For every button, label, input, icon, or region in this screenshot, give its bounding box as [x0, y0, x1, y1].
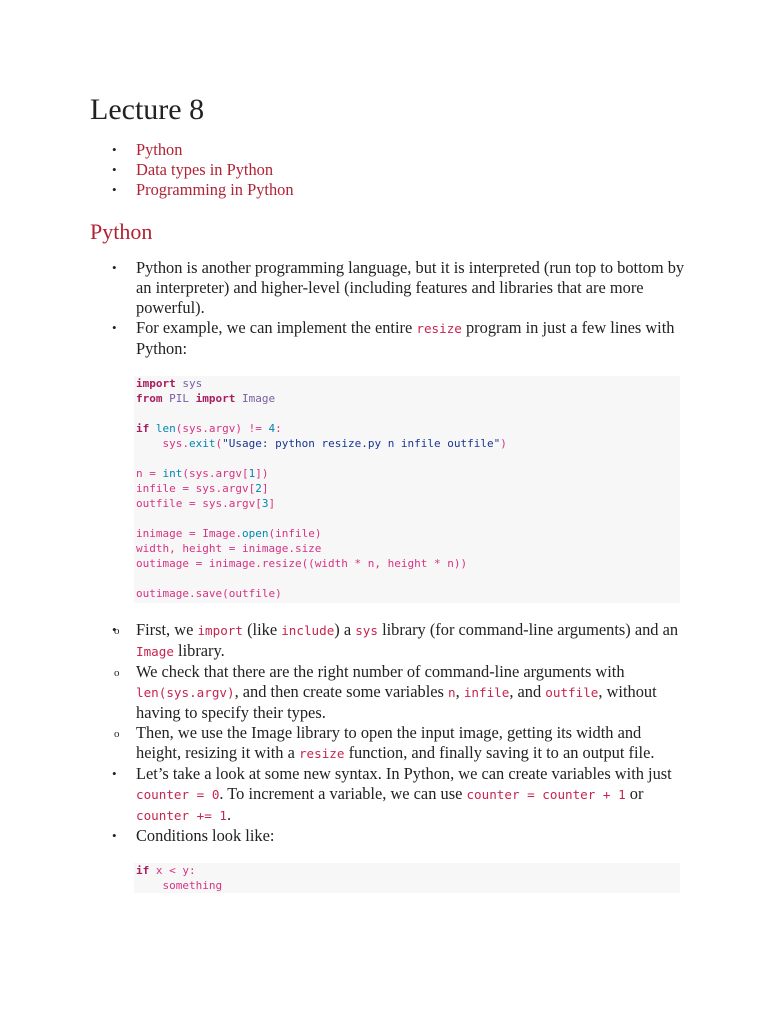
- code-whitespace: [136, 437, 163, 450]
- code-function: len: [155, 422, 176, 435]
- text-span: ) a: [334, 620, 356, 639]
- list-item: • Python is another programming language, but it is interpreted (run top to bottom by an interpreter) and higher-level (including features and libraries that are more powerful).: [90, 258, 690, 318]
- code-block-condition: [134, 863, 680, 893]
- code-block-resize: [134, 376, 680, 603]
- code-line: [136, 541, 680, 556]
- nested-list-container: [90, 620, 690, 764]
- code-line: [136, 436, 680, 451]
- text-span: Then, we use the Image library to open the input image, getting its width and height, resizing it with a: [136, 723, 642, 762]
- toc-item[interactable]: [90, 160, 690, 180]
- inline-code: sys: [355, 623, 378, 638]
- toc-item[interactable]: [90, 180, 690, 200]
- code-whitespace: [149, 864, 156, 877]
- code-line: [136, 571, 680, 586]
- code-text: width, height = inimage.size: [136, 542, 322, 555]
- inline-code: n: [448, 685, 456, 700]
- code-line: [136, 511, 680, 526]
- code-number: 2: [255, 482, 262, 495]
- code-text: ]): [255, 467, 269, 480]
- code-keyword: from: [136, 392, 163, 405]
- text-span: library.: [173, 641, 225, 660]
- code-text: something: [162, 879, 223, 892]
- code-text: (sys.argv) !=: [175, 422, 269, 435]
- code-function: int: [162, 467, 183, 480]
- code-line: [136, 466, 680, 481]
- text-span: .: [227, 805, 232, 824]
- code-line: [136, 376, 680, 391]
- code-text: :: [275, 422, 282, 435]
- code-text: ]: [268, 497, 276, 510]
- text-span: ,: [455, 682, 464, 701]
- code-line: [136, 863, 680, 878]
- code-keyword: import: [136, 377, 176, 390]
- code-text: inimage = Image.: [136, 527, 242, 540]
- code-number: 4: [268, 422, 276, 435]
- inline-code: outfile: [545, 685, 599, 700]
- code-text: ]: [261, 482, 269, 495]
- text-span: , and: [509, 682, 546, 701]
- text-span: , and then create some variables: [234, 682, 449, 701]
- code-function: open: [241, 527, 269, 540]
- sub-list-item: [46, 662, 690, 723]
- inline-code: include: [281, 623, 335, 638]
- text-span: , without having to specify their types.: [136, 682, 657, 722]
- toc-link-programming[interactable]: Programming in Python: [136, 180, 294, 199]
- page-title: Lecture 8: [90, 93, 205, 126]
- intro-list: [90, 258, 690, 359]
- inline-code: len(sys.argv): [136, 685, 235, 700]
- text-span: Let’s take a look at some new syntax. In Python, we can create variables with just: [136, 764, 672, 783]
- inline-code: infile: [463, 685, 510, 700]
- text-span: For example, we can implement the entire: [136, 318, 417, 337]
- text-span: function, and finally saving it to an output file.: [344, 743, 655, 762]
- explanation-list: [90, 620, 690, 846]
- code-line: [136, 451, 680, 466]
- list-item: [90, 764, 690, 826]
- document-page: [90, 92, 690, 893]
- section-heading: [90, 218, 690, 246]
- code-text: (sys.argv[: [182, 467, 249, 480]
- code-number: 1: [248, 467, 256, 480]
- code-string: "Usage: python resize.py n infile outfile": [222, 437, 501, 450]
- list-item: [90, 318, 690, 359]
- code-keyword: if: [136, 422, 150, 435]
- code-text: n =: [136, 467, 163, 480]
- text-span: or: [625, 784, 644, 803]
- code-text: ): [500, 437, 507, 450]
- sub-list-item: [46, 620, 690, 662]
- code-text: outfile = sys.argv[: [136, 497, 262, 510]
- code-line: [136, 878, 680, 893]
- toc-item[interactable]: [90, 140, 690, 160]
- code-whitespace: [136, 879, 163, 892]
- code-text: outimage.save(outfile): [136, 587, 282, 600]
- code-line: [136, 481, 680, 496]
- code-text: (infile): [268, 527, 322, 540]
- inline-code: counter = counter + 1: [466, 787, 626, 802]
- code-name: sys: [182, 377, 203, 390]
- inline-code: resize: [416, 321, 462, 336]
- inline-code: Image: [136, 644, 174, 659]
- code-line: [136, 406, 680, 421]
- code-whitespace: [189, 392, 196, 405]
- inline-code: resize: [298, 746, 345, 761]
- code-line: [136, 526, 680, 541]
- code-text: x < y:: [155, 864, 196, 877]
- text-span: First, we: [136, 620, 198, 639]
- code-line: [136, 391, 680, 406]
- code-whitespace: [149, 422, 156, 435]
- inline-code: import: [197, 623, 243, 638]
- code-text: outimage = inimage.resize((width * n, height * n)): [136, 557, 468, 570]
- code-keyword: if: [136, 864, 150, 877]
- code-line: [136, 586, 680, 601]
- code-keyword: import: [195, 392, 236, 405]
- code-text: (: [215, 437, 223, 450]
- code-line: [136, 556, 680, 571]
- toc-link-data-types[interactable]: Data types in Python: [136, 160, 274, 179]
- code-text: infile = sys.argv[: [136, 482, 256, 495]
- section-heading-link[interactable]: Python: [90, 219, 153, 244]
- sub-bullet-list: [90, 620, 690, 764]
- sub-list-item: [46, 723, 690, 764]
- code-line: [136, 421, 680, 436]
- inline-code: counter = 0: [136, 787, 220, 802]
- inline-code: counter += 1: [136, 808, 227, 823]
- table-of-contents: [90, 140, 690, 200]
- toc-link-python[interactable]: Python: [136, 140, 183, 159]
- code-text: sys.: [162, 437, 189, 450]
- text-span: (like: [242, 620, 282, 639]
- code-name: Image: [242, 392, 276, 405]
- code-line: [136, 496, 680, 511]
- text-span: We check that there are the right number of command-line arguments with: [136, 662, 625, 681]
- text-span: library (for command-line arguments) and an: [377, 620, 679, 639]
- text-span: . To increment a variable, we can use: [219, 784, 467, 803]
- text-span: program in just a few lines with Python:: [136, 318, 675, 358]
- code-function: exit: [189, 437, 216, 450]
- code-whitespace: [235, 392, 242, 405]
- code-name: PIL: [169, 392, 189, 405]
- code-number: 3: [261, 497, 269, 510]
- list-item: • Conditions look like:: [90, 826, 690, 846]
